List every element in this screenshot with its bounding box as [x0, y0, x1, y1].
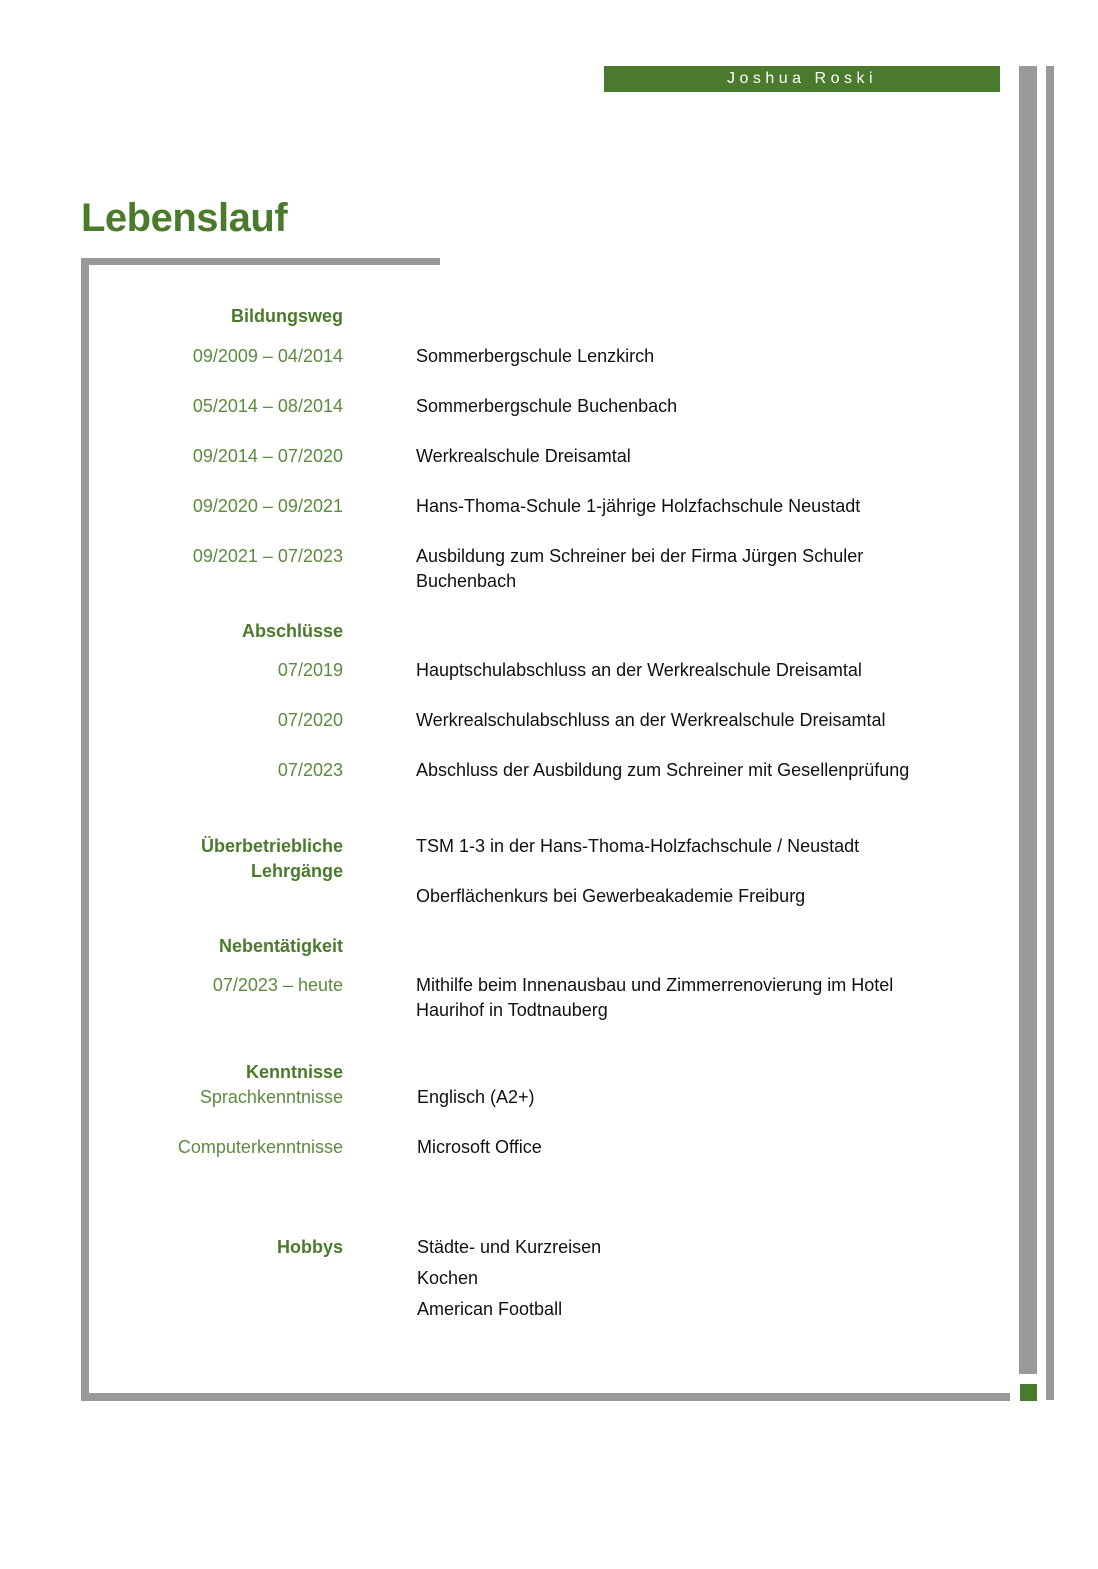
name-banner: Joshua Roski: [604, 66, 1000, 92]
frame-left-line: [81, 258, 89, 1401]
entry-text-continued: Haurihof in Todtnauberg: [416, 1000, 608, 1020]
skill-value-computer: Microsoft Office: [417, 1137, 542, 1157]
entry-text: Sommerbergschule Buchenbach: [416, 396, 678, 416]
skill-label-computer: Computerkenntnisse: [177, 1137, 343, 1157]
frame-top-line: [81, 258, 440, 265]
section-heading-hobbys: Hobbys: [276, 1237, 343, 1257]
hobby-item: Kochen: [417, 1268, 479, 1288]
entry-date: 07/2023: [277, 760, 343, 780]
right-decor-bar-narrow: [1046, 66, 1054, 1400]
entry-text: Werkrealschule Dreisamtal: [416, 446, 631, 466]
section-heading-lehrgaenge-continued: Lehrgänge: [250, 861, 343, 881]
entry-text: Mithilfe beim Innenausbau und Zimmerrenovierung im Hotel: [416, 975, 894, 995]
entry-date: 05/2014 – 08/2014: [192, 396, 343, 416]
entry-text: Hans-Thoma-Schule 1-jährige Holzfachschule Neustadt: [416, 496, 861, 516]
entry-text: Werkrealschulabschluss an der Werkrealschule Dreisamtal: [416, 710, 886, 730]
section-heading-lehrgaenge: Überbetriebliche: [200, 836, 343, 856]
entry-text: Ausbildung zum Schreiner bei der Firma Jürgen Schuler: [416, 546, 864, 566]
skill-label-sprache: Sprachkenntnisse: [199, 1087, 343, 1107]
entry-date: 09/2014 – 07/2020: [192, 446, 343, 466]
frame-bottom-line: [81, 1393, 1010, 1401]
entry-text: Abschluss der Ausbildung zum Schreiner mit Gesellenprüfung: [416, 760, 910, 780]
hobby-item: American Football: [417, 1299, 563, 1319]
entry-text-continued: Buchenbach: [416, 571, 517, 591]
entry-text: TSM 1-3 in der Hans-Thoma-Holzfachschule / Neustadt: [416, 836, 860, 856]
section-heading-nebentaetigkeit: Nebentätigkeit: [218, 936, 343, 956]
section-heading-abschluesse: Abschlüsse: [241, 621, 343, 641]
entry-date: 07/2023 – heute: [212, 975, 343, 995]
entry-text: Sommerbergschule Lenzkirch: [416, 346, 655, 366]
entry-text: Hauptschulabschluss an der Werkrealschule Dreisamtal: [416, 660, 862, 680]
page-title: Lebenslauf: [81, 196, 288, 240]
entry-date: 09/2009 – 04/2014: [192, 346, 343, 366]
section-heading-kenntnisse: Kenntnisse: [245, 1062, 343, 1082]
entry-date: 09/2021 – 07/2023: [192, 546, 343, 566]
skill-value-sprache: Englisch (A2+): [417, 1087, 535, 1107]
entry-date: 07/2020: [277, 710, 343, 730]
hobby-item: Städte- und Kurzreisen: [417, 1237, 602, 1257]
entry-date: 07/2019: [277, 660, 343, 680]
section-heading-bildungsweg: Bildungsweg: [231, 306, 343, 326]
decor-square: [1020, 1384, 1037, 1401]
entry-date: 09/2020 – 09/2021: [192, 496, 343, 516]
right-decor-bar-wide: [1019, 66, 1037, 1374]
entry-text: Oberflächenkurs bei Gewerbeakademie Freiburg: [416, 886, 806, 906]
